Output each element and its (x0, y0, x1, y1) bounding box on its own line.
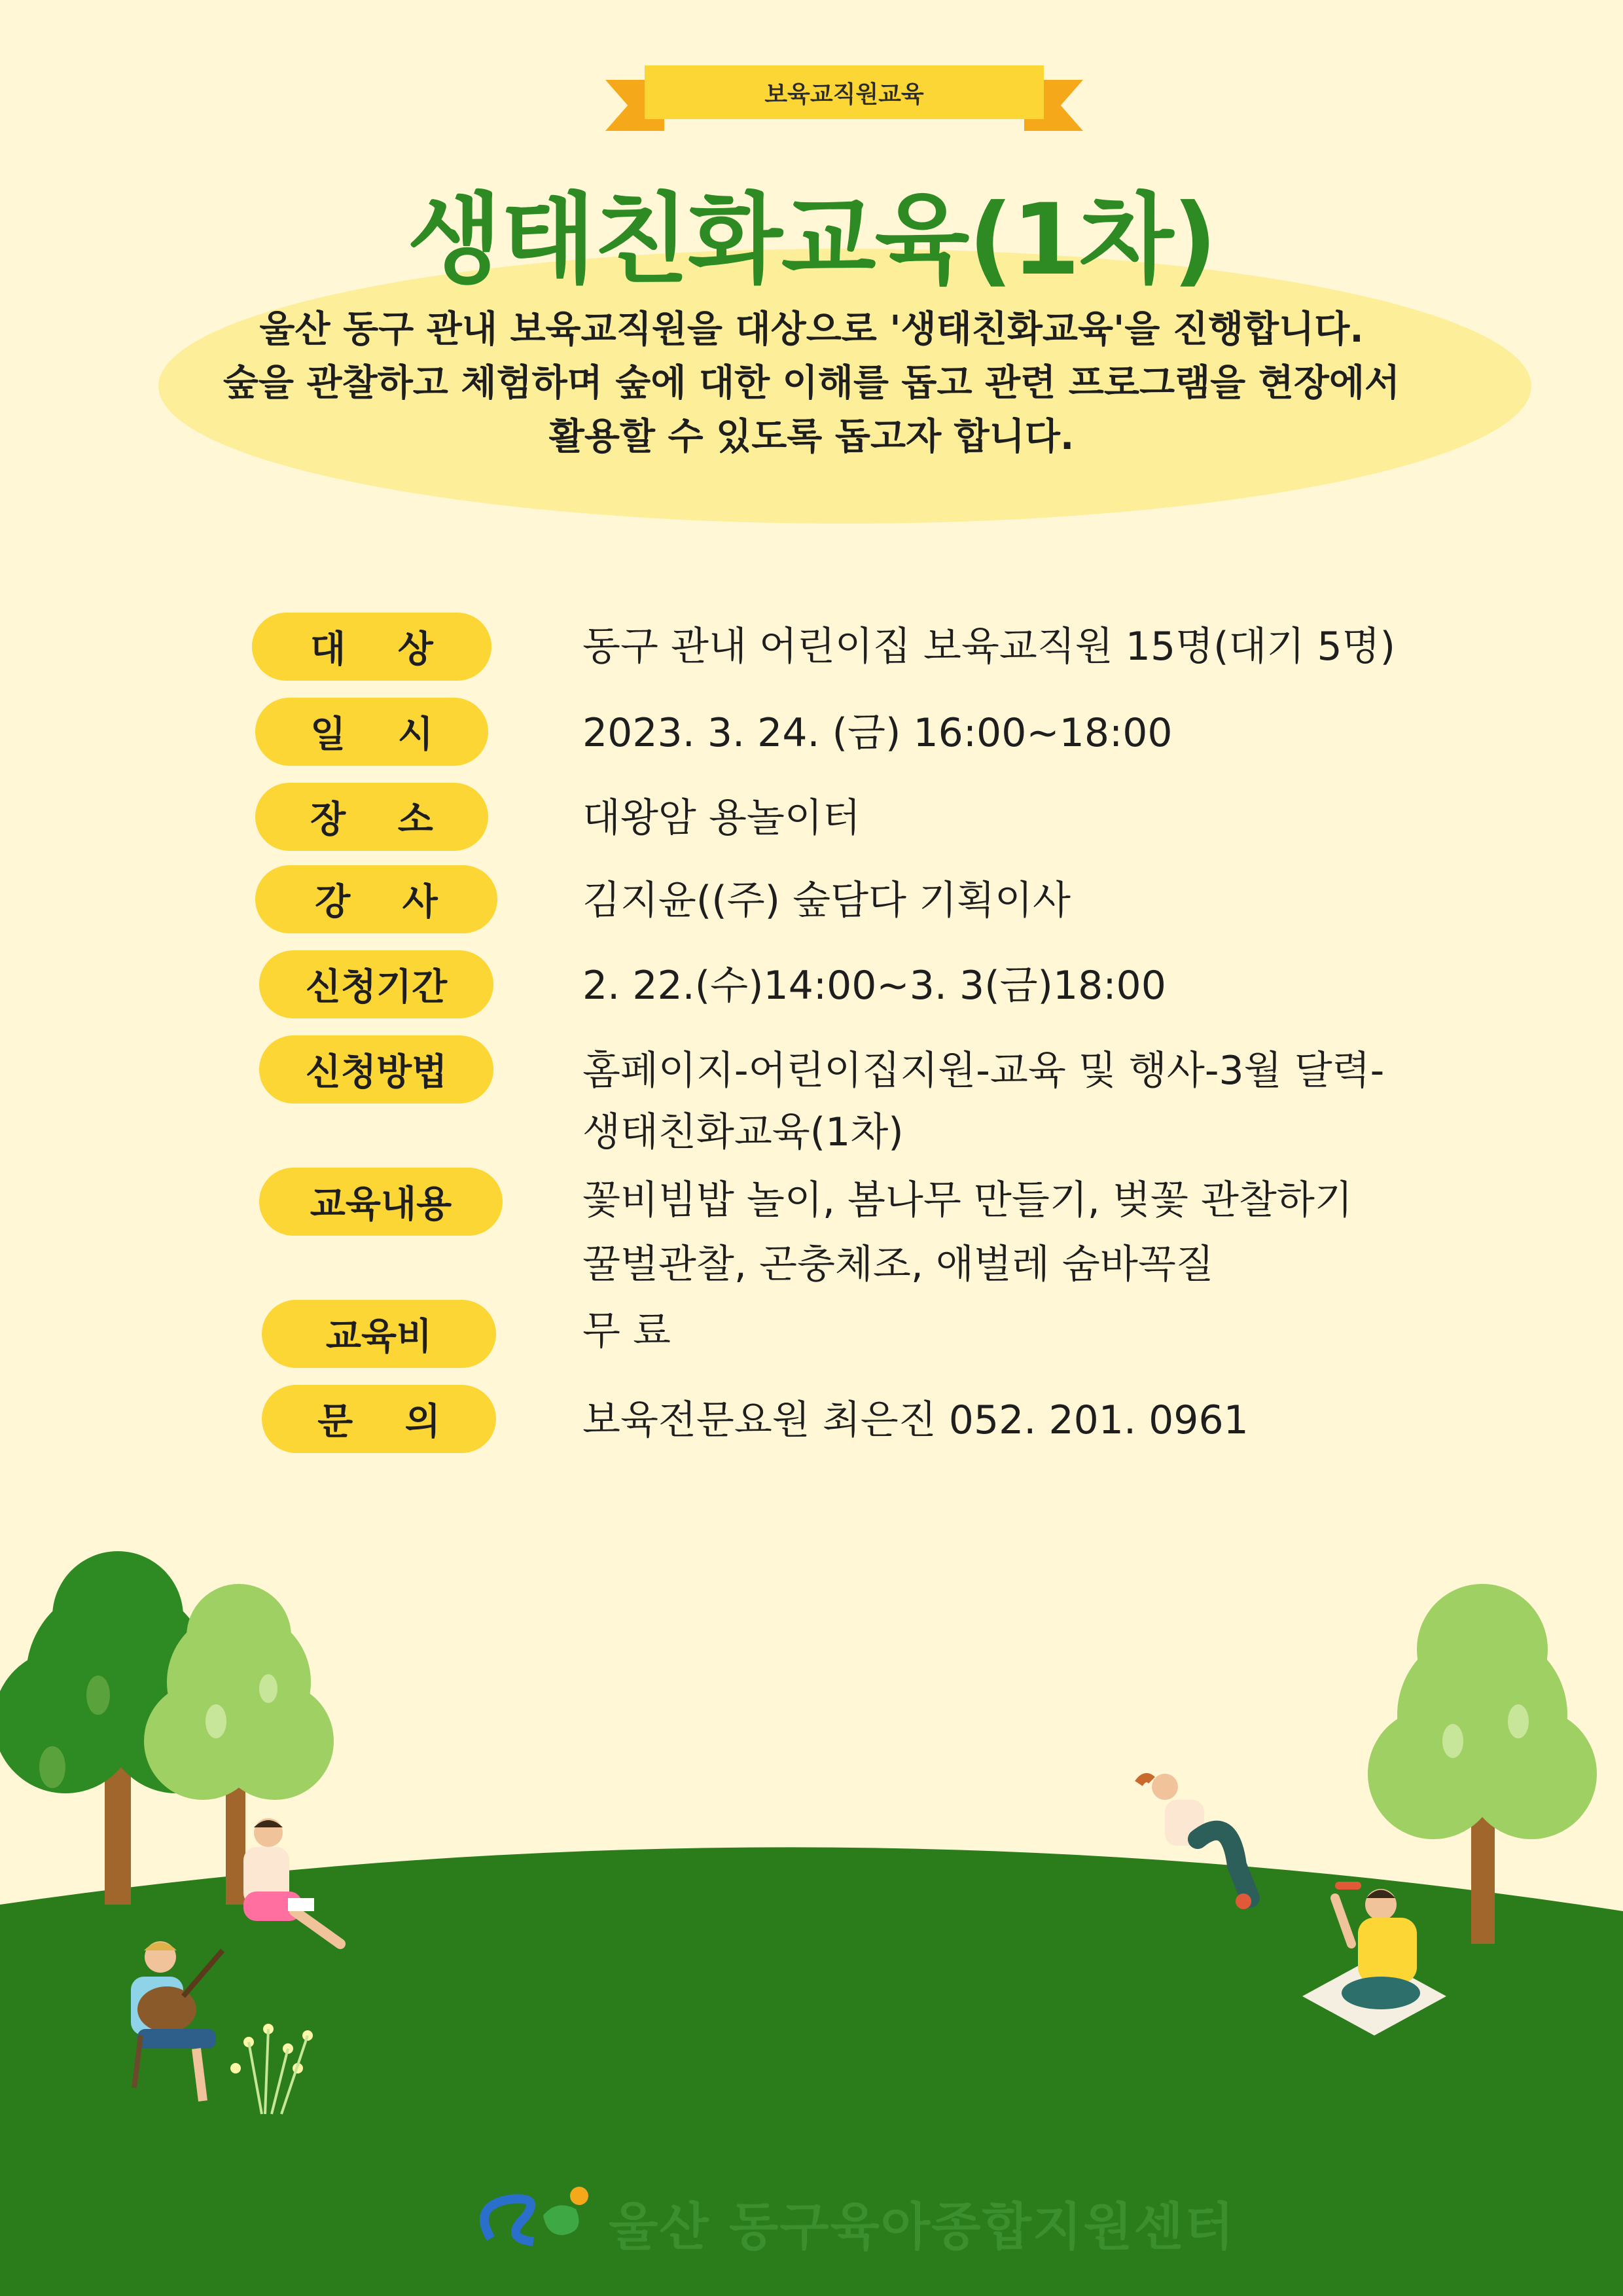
label-fee: 교육비 (262, 1300, 496, 1368)
page-title: 생태친화교육(1차) (407, 183, 1216, 297)
value-contact: 보육전문요원 최은진 052. 201. 0961 (582, 1397, 1249, 1443)
label-contact: 문 의 (262, 1385, 496, 1453)
intro-line: 활용할 수 있도록 돕고자 합니다. (548, 416, 1075, 458)
label-place: 장 소 (255, 783, 488, 851)
center-name: 울산 동구육아종합지원센터 (609, 2198, 1236, 2257)
value-apply-period: 2. 22.(수)14:00~3. 3(금)18:00 (582, 963, 1166, 1009)
value-content-line2: 꿀벌관찰, 곤충체조, 애벌레 숨바꼭질 (582, 1242, 1214, 1287)
category-ribbon (605, 65, 1083, 131)
ribbon-label: 보육교직원교육 (645, 65, 1044, 119)
value-place: 대왕암 용놀이터 (582, 795, 861, 841)
intro-line: 울산 동구 관내 보육교직원을 대상으로 '생태친화교육'을 진행합니다. (259, 308, 1364, 351)
label-target: 대 상 (252, 613, 491, 681)
intro-text (157, 303, 1466, 464)
label-content: 교육내용 (259, 1168, 503, 1236)
label-datetime: 일 시 (255, 698, 488, 766)
value-datetime: 2023. 3. 24. (금) 16:00~18:00 (582, 710, 1173, 756)
label-apply-method: 신청방법 (259, 1035, 493, 1103)
intro-line: 숲을 관찰하고 체험하며 숲에 대한 이해를 돕고 관련 프로그램을 현장에서 (223, 362, 1400, 404)
value-apply-method-line2: 생태친화교육(1차) (582, 1109, 904, 1155)
label-apply-period: 신청기간 (259, 950, 493, 1018)
label-instructor: 강 사 (255, 865, 497, 933)
value-fee: 무 료 (582, 1308, 671, 1354)
value-apply-method-line1: 홈페이지-어린이집지원-교육 및 행사-3월 달력- (582, 1048, 1385, 1094)
value-instructor: 김지윤((주) 숲담다 기획이사 (582, 878, 1071, 924)
value-content-line1: 꽃비빔밥 놀이, 봄나무 만들기, 벚꽃 관찰하기 (582, 1177, 1353, 1223)
value-target: 동구 관내 어린이집 보육교직원 15명(대기 5명) (582, 624, 1396, 670)
